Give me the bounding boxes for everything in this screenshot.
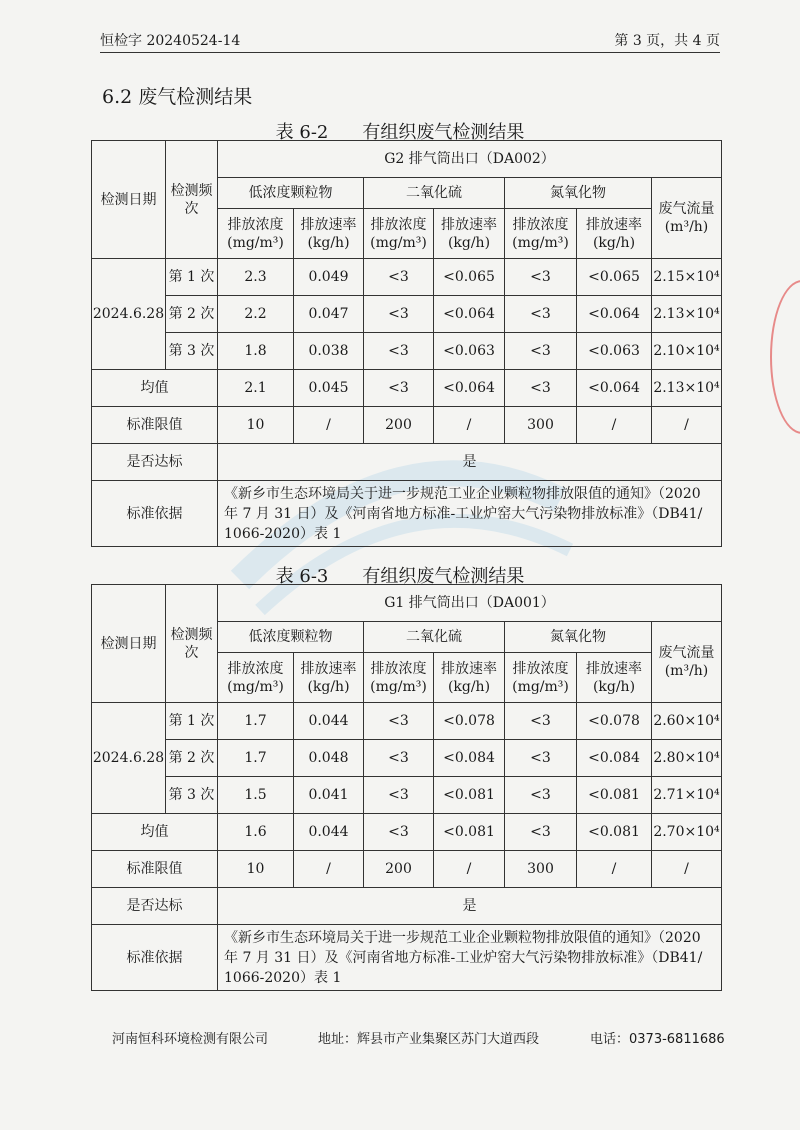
value-cell: 1.7 — [218, 703, 294, 740]
value-cell: / — [434, 407, 505, 444]
value-cell: 0.048 — [294, 740, 364, 777]
value-cell: <0.078 — [577, 703, 652, 740]
footer-address: 地址：辉县市产业集聚区苏门大道西段 — [318, 1032, 540, 1047]
sub-header-rate: 排放速率 (kg/h) — [434, 209, 505, 259]
outlet-header: G2 排气筒出口（DA002） — [218, 141, 722, 178]
value-cell: <0.081 — [434, 814, 505, 851]
value-cell: <0.084 — [434, 740, 505, 777]
sub-header-rate: 排放速率 (kg/h) — [577, 653, 652, 703]
freq-cell: 第 2 次 — [166, 740, 218, 777]
table-title: 有组织废气检测结果 — [362, 566, 525, 587]
col-freq-header: 检测频次 — [166, 585, 218, 703]
compliance-row — [92, 444, 722, 481]
value-cell: / — [434, 851, 505, 888]
value-cell: <0.081 — [577, 814, 652, 851]
value-cell: <0.065 — [434, 259, 505, 296]
group-so2-header: 二氧化硫 — [364, 622, 505, 653]
sub-header-conc: 排放浓度 (mg/m³) — [364, 653, 434, 703]
value-cell: <0.084 — [577, 740, 652, 777]
sub-header-conc: 排放浓度 (mg/m³) — [218, 209, 294, 259]
value-cell: <0.065 — [577, 259, 652, 296]
value-cell: / — [294, 407, 364, 444]
value-cell: 0.045 — [294, 370, 364, 407]
value-cell: <0.064 — [434, 370, 505, 407]
sub-header-conc: 排放浓度 (mg/m³) — [505, 653, 577, 703]
table-row — [92, 333, 722, 370]
date-cell: 2024.6.28 — [92, 259, 166, 370]
sub-header-rate: 排放速率 (kg/h) — [577, 209, 652, 259]
value-cell: <3 — [505, 259, 577, 296]
value-cell: 300 — [505, 851, 577, 888]
table-number: 表 6-2 — [275, 122, 329, 143]
value-cell: 0.041 — [294, 777, 364, 814]
flow-cell: 2.15×10⁴ — [652, 259, 722, 296]
sub-header-rate: 排放速率 (kg/h) — [434, 653, 505, 703]
value-cell: 10 — [218, 851, 294, 888]
limit-label: 标准限值 — [92, 407, 218, 444]
flow-cell: 2.13×10⁴ — [652, 296, 722, 333]
table-row — [92, 777, 722, 814]
table-row — [92, 259, 722, 296]
footer-company: 河南恒科环境检测有限公司 — [112, 1032, 269, 1047]
value-cell: 300 — [505, 407, 577, 444]
mean-row — [92, 814, 722, 851]
flow-header: 废气流量 (m³/h) — [652, 622, 722, 703]
value-cell: <3 — [505, 296, 577, 333]
value-cell: 200 — [364, 851, 434, 888]
group-pm-header: 低浓度颗粒物 — [218, 178, 364, 209]
flow-cell: 2.80×10⁴ — [652, 740, 722, 777]
limit-row — [92, 851, 722, 888]
basis-row — [92, 925, 722, 991]
freq-cell: 第 2 次 — [166, 296, 218, 333]
value-cell: / — [294, 851, 364, 888]
section-title: 6.2 废气检测结果 — [102, 86, 253, 108]
outlet-header: G1 排气筒出口（DA001） — [218, 585, 722, 622]
group-pm-header: 低浓度颗粒物 — [218, 622, 364, 653]
col-freq-header: 检测频次 — [166, 141, 218, 259]
value-cell: 0.044 — [294, 703, 364, 740]
value-cell: / — [577, 407, 652, 444]
table-row — [92, 740, 722, 777]
date-cell: 2024.6.28 — [92, 703, 166, 814]
value-cell: <0.081 — [577, 777, 652, 814]
value-cell: <3 — [364, 740, 434, 777]
table-row — [92, 296, 722, 333]
emission-table-g2 — [91, 140, 722, 547]
value-cell: 2.3 — [218, 259, 294, 296]
value-cell: <0.081 — [434, 777, 505, 814]
sub-header-rate: 排放速率 (kg/h) — [294, 653, 364, 703]
compliance-row — [92, 888, 722, 925]
freq-cell: 第 3 次 — [166, 777, 218, 814]
value-cell: <3 — [364, 703, 434, 740]
value-cell: <3 — [505, 370, 577, 407]
group-nox-header: 氮氧化物 — [505, 622, 652, 653]
value-cell: <3 — [364, 333, 434, 370]
emission-table-g1 — [91, 584, 722, 991]
compliance-value: 是 — [218, 888, 722, 925]
value-cell: <0.078 — [434, 703, 505, 740]
value-cell: <3 — [364, 370, 434, 407]
value-cell: / — [577, 851, 652, 888]
value-cell: <3 — [505, 777, 577, 814]
basis-text: 《新乡市生态环境局关于进一步规范工业企业颗粒物排放限值的通知》（2020 年 7 月 31 日）及《河南省地方标准-工业炉窑大气污染物排放标准》（DB41/ 1066-2020）表 1 — [218, 481, 722, 547]
value-cell: 10 — [218, 407, 294, 444]
value-cell: <3 — [364, 259, 434, 296]
value-cell: 1.8 — [218, 333, 294, 370]
compliance-label: 是否达标 — [92, 888, 218, 925]
value-cell: 1.5 — [218, 777, 294, 814]
flow-cell: 2.60×10⁴ — [652, 703, 722, 740]
value-cell: <0.064 — [577, 370, 652, 407]
basis-label: 标准依据 — [92, 925, 218, 991]
value-cell: <0.064 — [434, 296, 505, 333]
freq-cell: 第 1 次 — [166, 703, 218, 740]
basis-label: 标准依据 — [92, 481, 218, 547]
sub-header-conc: 排放浓度 (mg/m³) — [218, 653, 294, 703]
value-cell: 0.038 — [294, 333, 364, 370]
flow-cell: 2.13×10⁴ — [652, 370, 722, 407]
freq-cell: 第 1 次 — [166, 259, 218, 296]
value-cell: 2.2 — [218, 296, 294, 333]
mean-row — [92, 370, 722, 407]
flow-cell: / — [652, 407, 722, 444]
value-cell: <3 — [364, 814, 434, 851]
limit-label: 标准限值 — [92, 851, 218, 888]
value-cell: <0.064 — [577, 296, 652, 333]
flow-cell: 2.10×10⁴ — [652, 333, 722, 370]
compliance-label: 是否达标 — [92, 444, 218, 481]
seal-stamp-icon — [770, 280, 800, 434]
value-cell: <0.063 — [434, 333, 505, 370]
group-so2-header: 二氧化硫 — [364, 178, 505, 209]
mean-label: 均值 — [92, 814, 218, 851]
value-cell: <3 — [505, 333, 577, 370]
page-header — [100, 26, 720, 53]
basis-row — [92, 481, 722, 547]
flow-header: 废气流量 (m³/h) — [652, 178, 722, 259]
value-cell: <0.063 — [577, 333, 652, 370]
table-title: 有组织废气检测结果 — [362, 122, 525, 143]
compliance-value: 是 — [218, 444, 722, 481]
value-cell: <3 — [364, 777, 434, 814]
flow-cell: 2.71×10⁴ — [652, 777, 722, 814]
value-cell: 0.047 — [294, 296, 364, 333]
sub-header-rate: 排放速率 (kg/h) — [294, 209, 364, 259]
table-row — [92, 703, 722, 740]
table-number: 表 6-3 — [275, 566, 329, 587]
value-cell: 0.049 — [294, 259, 364, 296]
value-cell: 1.6 — [218, 814, 294, 851]
mean-label: 均值 — [92, 370, 218, 407]
value-cell: <3 — [364, 296, 434, 333]
basis-text: 《新乡市生态环境局关于进一步规范工业企业颗粒物排放限值的通知》（2020 年 7 月 31 日）及《河南省地方标准-工业炉窑大气污染物排放标准》（DB41/ 1066-2020）表 1 — [218, 925, 722, 991]
page-indicator: 第 3 页，共 4 页 — [614, 33, 720, 49]
col-date-header: 检测日期 — [92, 585, 166, 703]
limit-row — [92, 407, 722, 444]
report-number: 恒检字 20240524-14 — [100, 33, 241, 49]
flow-cell: 2.70×10⁴ — [652, 814, 722, 851]
value-cell: 1.7 — [218, 740, 294, 777]
group-nox-header: 氮氧化物 — [505, 178, 652, 209]
sub-header-conc: 排放浓度 (mg/m³) — [364, 209, 434, 259]
value-cell: <3 — [505, 703, 577, 740]
freq-cell: 第 3 次 — [166, 333, 218, 370]
footer-phone: 电话：0373-6811686 — [590, 1032, 725, 1047]
value-cell: 200 — [364, 407, 434, 444]
sub-header-conc: 排放浓度 (mg/m³) — [505, 209, 577, 259]
value-cell: <3 — [505, 740, 577, 777]
col-date-header: 检测日期 — [92, 141, 166, 259]
flow-cell: / — [652, 851, 722, 888]
value-cell: 2.1 — [218, 370, 294, 407]
value-cell: <3 — [505, 814, 577, 851]
value-cell: 0.044 — [294, 814, 364, 851]
